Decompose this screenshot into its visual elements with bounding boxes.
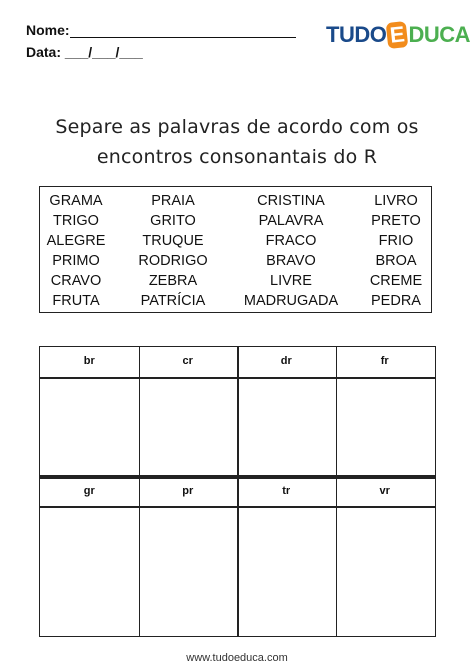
name-field[interactable] [26,22,296,38]
word-item: FRIO [378,233,414,249]
word-item: BRAVO [266,253,316,269]
logo-text-e: E [386,21,409,49]
word-item: PRIMO [52,253,100,269]
word-item: CRAVO [50,273,102,289]
name-label: Nome: [26,22,70,38]
column-header-vr: vr [379,485,390,497]
word-item: PRAIA [151,193,195,209]
column-header-cr: cr [182,355,193,367]
word-item: CRISTINA [257,193,325,209]
word-item: LIVRO [374,193,418,209]
word-item: PATRÍCIA [140,293,206,309]
date-blanks[interactable]: ___/___/___ [64,44,143,60]
table-column-divider [336,347,338,636]
word-item: LIVRE [270,273,312,289]
column-header-dr: dr [280,355,292,367]
word-item: GRITO [150,213,196,229]
table-column-divider [139,347,141,636]
column-header-tr: tr [282,485,291,497]
table-row-divider [40,377,435,379]
footer-website: www.tudoeduca.com [186,652,288,664]
exercise-title [0,112,474,172]
word-item: PEDRA [371,293,421,309]
word-item: CREME [369,273,423,289]
word-item: PRETO [371,213,421,229]
logo-text-tudo: TUDO [326,22,387,47]
word-item: FRACO [265,233,317,249]
word-bank [39,186,432,313]
table-row-divider [40,477,435,479]
word-item: TRUQUE [142,233,204,249]
table-column-divider [237,347,239,636]
title-line-1: Separe as palavras de acordo com os [55,116,419,138]
date-field[interactable] [26,44,143,60]
column-header-fr: fr [380,355,389,367]
word-item: FRUTA [52,293,100,309]
word-item: RODRIGO [138,253,208,269]
word-item: ALEGRE [46,233,106,249]
word-item: TRIGO [53,213,99,229]
column-header-br: br [83,355,95,367]
column-header-gr: gr [83,485,95,497]
word-item: GRAMA [49,193,103,209]
name-line[interactable] [70,23,296,38]
column-header-pr: pr [182,485,194,497]
word-item: BROA [375,253,417,269]
tudoeduca-logo [326,20,470,50]
answer-table [39,346,436,637]
logo-text-duca: DUCA [408,22,471,47]
title-line-2: encontros consonantais do R [96,146,378,168]
word-item: ZEBRA [148,273,198,289]
word-item: PALAVRA [258,213,324,229]
word-item: MADRUGADA [243,293,339,309]
date-label: Data: [26,44,62,60]
table-row-divider [40,506,435,508]
